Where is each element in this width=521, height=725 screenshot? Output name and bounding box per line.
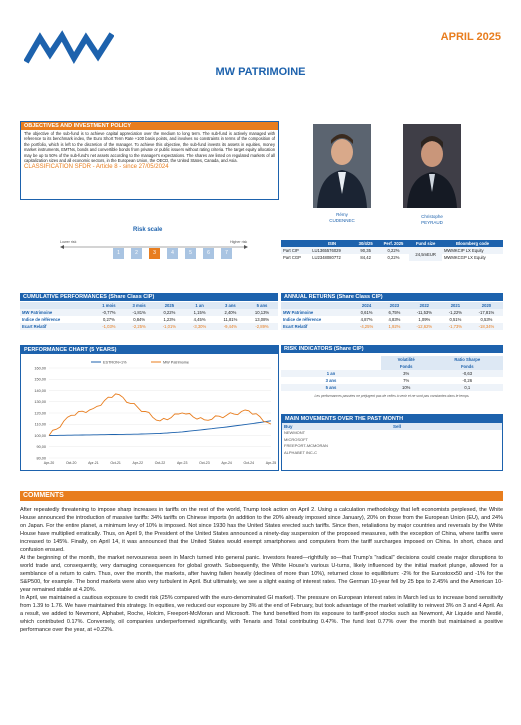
x-tick-label: Oct-20 xyxy=(65,461,77,465)
risk-scale-boxes xyxy=(113,248,232,259)
share-header xyxy=(281,240,310,247)
row-label: Indice de référence xyxy=(22,317,61,322)
share-cell: Part CIP xyxy=(283,248,299,253)
objectives-title: OBJECTIVES AND INVESTMENT POLICY xyxy=(21,122,278,130)
cell: 0,61% xyxy=(360,310,373,315)
col-header: 2021 xyxy=(441,302,470,309)
person-icon xyxy=(313,124,371,208)
fund-title: MW PATRIMOINE xyxy=(215,66,306,78)
table-row xyxy=(20,323,278,330)
y-tick-label: 80,00 xyxy=(36,456,46,461)
cell: -11,53% xyxy=(416,310,432,315)
sell-header: Sell xyxy=(393,424,402,429)
cell: -0,26 xyxy=(462,378,473,383)
col-header: Volatilité xyxy=(381,356,432,363)
table-row xyxy=(281,370,503,377)
share-header: Bloomberg code xyxy=(442,240,503,247)
risk-indicators-title: RISK INDICATORS (Share CIP) xyxy=(281,345,503,353)
cell: 4,45% xyxy=(193,317,206,322)
cell: 6,75% xyxy=(388,310,401,315)
y-tick-label: 160,00 xyxy=(34,366,46,371)
row-label: MW Patrimoine xyxy=(283,310,314,315)
x-tick-label: Apr-24 xyxy=(221,461,232,465)
manager-first-name: Rémy xyxy=(336,212,348,217)
col-subheader: Fonds xyxy=(381,363,432,370)
list-item: FREEPORT-MCMORAN xyxy=(284,443,328,448)
share-cell: MWMKCIP LX Equity xyxy=(443,248,484,253)
cumulative-panel xyxy=(20,293,278,330)
y-tick-label: 100,00 xyxy=(34,433,46,438)
risk-level-box: 3 xyxy=(149,248,160,259)
col-subheader xyxy=(281,363,381,370)
cell: -1,22% xyxy=(448,310,463,315)
cell: 7% xyxy=(403,378,410,383)
cell: -1,03% xyxy=(102,324,116,329)
x-tick-label: Apr-23 xyxy=(176,461,188,465)
table-row xyxy=(281,309,503,316)
cell: 0,1 xyxy=(464,385,471,390)
cell: 1,92% xyxy=(388,324,401,329)
col-header: 2020 xyxy=(470,302,503,309)
risk-scale-title: Risk scale xyxy=(133,227,163,233)
annual-title: ANNUAL RETURNS (Share Class CIP) xyxy=(281,293,503,301)
list-item: MICROSOFT xyxy=(284,436,308,442)
col-header: 5 ans xyxy=(246,302,278,309)
cell: 1,15% xyxy=(193,310,206,315)
row-label: Indice de référence xyxy=(283,317,322,322)
row-label: 3 ans xyxy=(325,378,337,383)
objectives-panel xyxy=(20,121,279,200)
col-header: 3 mois xyxy=(124,302,154,309)
x-tick-label: Apr-25 xyxy=(265,461,277,465)
share-table xyxy=(281,240,503,261)
series-line xyxy=(49,394,271,436)
cell: -2,89% xyxy=(255,324,269,329)
cell: 0,51% xyxy=(449,317,462,322)
cell: 1,23% xyxy=(163,317,176,322)
col-header xyxy=(281,302,352,309)
cell: 11,81% xyxy=(223,317,238,322)
risk-lower-label: Lower risk xyxy=(60,240,77,244)
x-tick-label: Apr-22 xyxy=(132,461,144,465)
x-tick-label: Oct-23 xyxy=(199,461,210,465)
objectives-text: The objective of the sub-fund is to achieve capital appreciation over the medium to long term. The sub-fund is actively managed with reference to its benchmark index, the Euro Short Term Rate +100 basis points, and involves no constraints in terms of the composition of the portfolio, which is left to the discretion of the manager. To achieve this objective, the sub-fund invests its assets in equities, money market instruments, EMTNs, bonds and convertible bonds from private or public issuers without rating criteria. The target equity allocation may be up to 50% of the sub-fund's net assets according to the manager's expectations. The shares are listed on regulated markets of all capitalization sizes and all economic sectors, in the European Union, the OECD, the United States, Canada, and Asia. xyxy=(24,131,275,164)
risk-level-box: 4 xyxy=(167,248,178,259)
cell: -9,44% xyxy=(223,324,238,329)
col-header: 3 ans xyxy=(215,302,246,309)
share-cell: Part CGP xyxy=(283,255,301,260)
manager-photo xyxy=(403,124,461,208)
legend-label: MW Patrimoine xyxy=(163,360,189,365)
movements-title: MAIN MOVEMENTS OVER THE PAST MONTH xyxy=(282,415,502,423)
y-tick-label: 150,00 xyxy=(34,377,46,382)
table-row xyxy=(281,323,503,330)
risk-level-box: 1 xyxy=(113,248,124,259)
cell: 4,83% xyxy=(388,317,401,322)
y-tick-label: 110,00 xyxy=(34,422,46,427)
comment-paragraph: After repeatedly threatening to impose sharp increases in tariffs on the rest of the world, Trump took action on April 2. Using a calculation methodology that left economists perplexed, the White House announced the introduction of massive tariffs: 34% tariffs on Chinese imports (in addition to the 20% already imposed since January), 20% on those from the European Union (EU), and 24% on Japan. For the entire planet, a minimum levy of 10% is imposed. Not since 1930 has the United States erected such tariffs. Since then, retaliations by major countries and reversals by the White House have multiplied erratically. Thus, on April 9, the President of the United States announced a ninety-day suspension of the proposed measures, with the exception of China, where tariffs were increased to 145%. Finally, on April 14, it was announced that the United States would exempt smartphones and computers from the tariff surcharges imposed on China. In short, chaos and confusion ensued. xyxy=(20,507,503,553)
annual-table xyxy=(281,302,503,330)
cell: -12,62% xyxy=(416,324,433,329)
cell: -18,34% xyxy=(478,324,495,329)
mw-logo xyxy=(24,30,114,66)
comments-title: COMMENTS xyxy=(20,491,503,501)
movements-panel xyxy=(281,414,503,471)
table-row xyxy=(20,316,278,323)
x-tick-label: Apr-21 xyxy=(88,461,99,465)
cell: 0,22% xyxy=(163,310,176,315)
table-row xyxy=(281,254,503,261)
manager-name-2 xyxy=(403,214,461,226)
chart-title: PERFORMANCE CHART (5 YEARS) xyxy=(21,346,278,354)
cell: 13,08% xyxy=(254,317,270,322)
performance-chart xyxy=(21,354,278,470)
cumulative-table xyxy=(20,302,278,330)
comment-paragraph: At the beginning of the month, the market nervousness seen in March turned into general panic. Investors feared—rightfully so—that Trump's "radical" decisions could create major disruptions to world trade and, consequently, very damaging consequences for global growth. Subsequently, the White House's various U-turns, likely influenced by the initial market plunge, allowed for a semblance of a return to calm. Thus, over the month, the markets, after having fallen heavily (declines of more than 10%), returned close to equilibrium: -2% for the Eurostoxx50 and -1% for the S&P500, for example. The bond markets were also very turbulent in April. But ultimately, we see a slight easing of interest rates. The German 10-year fell by 25 bps to 2.45% and the American 10-year remained stable at 4.20%. xyxy=(20,555,503,593)
cumulative-title: CUMULATIVE PERFORMANCES (Share Class CIP) xyxy=(20,293,278,301)
cell: -1,73% xyxy=(448,324,463,329)
cell: 4,87% xyxy=(360,317,373,322)
share-cell: LU1365576029 xyxy=(312,248,341,253)
share-header: ISIN xyxy=(310,240,354,247)
cell: -4,25% xyxy=(359,324,374,329)
table-row xyxy=(281,377,503,384)
legend-label: ESTRON+1% xyxy=(103,360,127,365)
manager-name-1 xyxy=(313,212,371,224)
share-cell: 0,22% xyxy=(387,255,400,260)
col-header: 1 an xyxy=(185,302,215,309)
cell: 1,09% xyxy=(418,317,431,322)
col-header: Ratio Sharpe xyxy=(432,356,503,363)
col-header xyxy=(20,302,94,309)
cell: 2,40% xyxy=(224,310,237,315)
share-header: 30/4/25 xyxy=(354,240,378,247)
share-cell: 90,35 xyxy=(360,248,371,253)
performance-chart-panel xyxy=(20,345,279,471)
col-header: 2024 xyxy=(352,302,381,309)
cell: -0,77% xyxy=(102,310,116,315)
manager-last-name: CUDENNEC xyxy=(329,218,355,223)
x-tick-label: Oct-22 xyxy=(154,461,166,465)
report-date: APRIL 2025 xyxy=(440,31,501,43)
share-cell: 84,42 xyxy=(360,255,371,260)
col-header: 1 mois xyxy=(94,302,124,309)
risk-indicators-table xyxy=(281,356,503,391)
share-header: Fund size xyxy=(409,240,442,247)
manager-last-name: PEYRAUD xyxy=(421,220,443,225)
col-header: 2025 xyxy=(154,302,184,309)
cell: -2,25% xyxy=(132,324,146,329)
cell: 3% xyxy=(403,371,410,376)
buy-header: Buy xyxy=(284,424,293,429)
share-cell: 24,5mEUR xyxy=(415,251,436,257)
comments-section xyxy=(20,491,503,634)
col-header: 2023 xyxy=(381,302,408,309)
risk-higher-label: Higher risk xyxy=(230,240,248,244)
y-tick-label: 120,00 xyxy=(34,411,46,416)
cell: -0,63 xyxy=(462,371,473,376)
risk-level-box: 5 xyxy=(185,248,196,259)
table-row xyxy=(281,247,503,254)
manager-first-name: Christophe xyxy=(421,214,443,219)
share-cell: LU2348080772 xyxy=(312,255,341,260)
share-cell: 0,22% xyxy=(387,248,400,253)
y-tick-label: 130,00 xyxy=(34,400,46,405)
cell: -1,81% xyxy=(132,310,146,315)
x-tick-label: Oct-24 xyxy=(243,461,255,465)
col-header: 2022 xyxy=(408,302,441,309)
risk-level-box: 2 xyxy=(131,248,142,259)
risk-level-box: 6 xyxy=(203,248,214,259)
y-tick-label: 90,00 xyxy=(36,445,46,450)
series-line xyxy=(49,421,271,436)
share-cell: MWMKCGP LX Equity xyxy=(443,255,486,260)
x-tick-label: Oct-21 xyxy=(110,461,121,465)
risk-indicators-panel xyxy=(281,345,503,398)
cell: 0,27% xyxy=(102,317,115,322)
row-label: Ecart Relatif xyxy=(22,324,47,329)
cell: 0,84% xyxy=(133,317,146,322)
comment-paragraph: In April, we maintained a cautious exposure to credit risk (25% compared with the euro-denominated GI market). The pressure on European interest rates in March led us to increase bond sensitivity from 1.39 to 1.76. We have maintained this strategy. In equities, we reduced our exposure by 3% at the end of February, but took advantage of the market volatility to reinvest 3% on 3 and 4 April. As a result, we added to Newmont, Alphabet, Roche, Holcim, Freeport-McMoran and Microsoft. The fund benefited from its exposure to tariff-proof stocks such as Newmont, Air Liquide and Nestlé, which contributed 0.17%. Conversely, oil companies underperformed significantly, with Tenaris and Total contributing 0.47%. The fund lost 0.77% over the month but maintained a positive performance over the year, at +0.22%. xyxy=(20,595,503,633)
annual-panel xyxy=(281,293,503,330)
cell: -1,01% xyxy=(162,324,177,329)
table-row xyxy=(281,384,503,391)
col-header xyxy=(281,356,381,363)
row-label: 5 ans xyxy=(325,385,337,390)
cell: 0,53% xyxy=(480,317,493,322)
table-row xyxy=(20,309,278,316)
x-tick-label: Apr-20 xyxy=(43,461,55,465)
cell: -17,81% xyxy=(478,310,495,315)
person-icon xyxy=(403,124,461,208)
row-label: 1 an xyxy=(326,371,336,376)
sfdr-classification: CLASSIFICATION SFDR - Article 8 - since 27/05/2024 xyxy=(24,164,169,171)
table-row xyxy=(281,316,503,323)
cell: -3,30% xyxy=(192,324,207,329)
cell: 10% xyxy=(402,385,411,390)
y-tick-label: 140,00 xyxy=(34,388,46,393)
risk-note: Les performances passées ne préjugent pas de celles à venir et ne sont pas constantes dans le temps. xyxy=(314,394,470,398)
list-item: NEWMONT xyxy=(284,430,306,435)
risk-level-box: 7 xyxy=(221,248,232,259)
share-header: Perf. 2025 xyxy=(378,240,410,247)
row-label: MW Patrimoine xyxy=(22,310,53,315)
manager-photo xyxy=(313,124,371,208)
list-item: ALPHABET INC-C xyxy=(284,449,318,455)
cell: 10,13% xyxy=(254,310,270,315)
col-subheader: Fonds xyxy=(432,363,503,370)
row-label: Ecart Relatif xyxy=(283,324,308,329)
